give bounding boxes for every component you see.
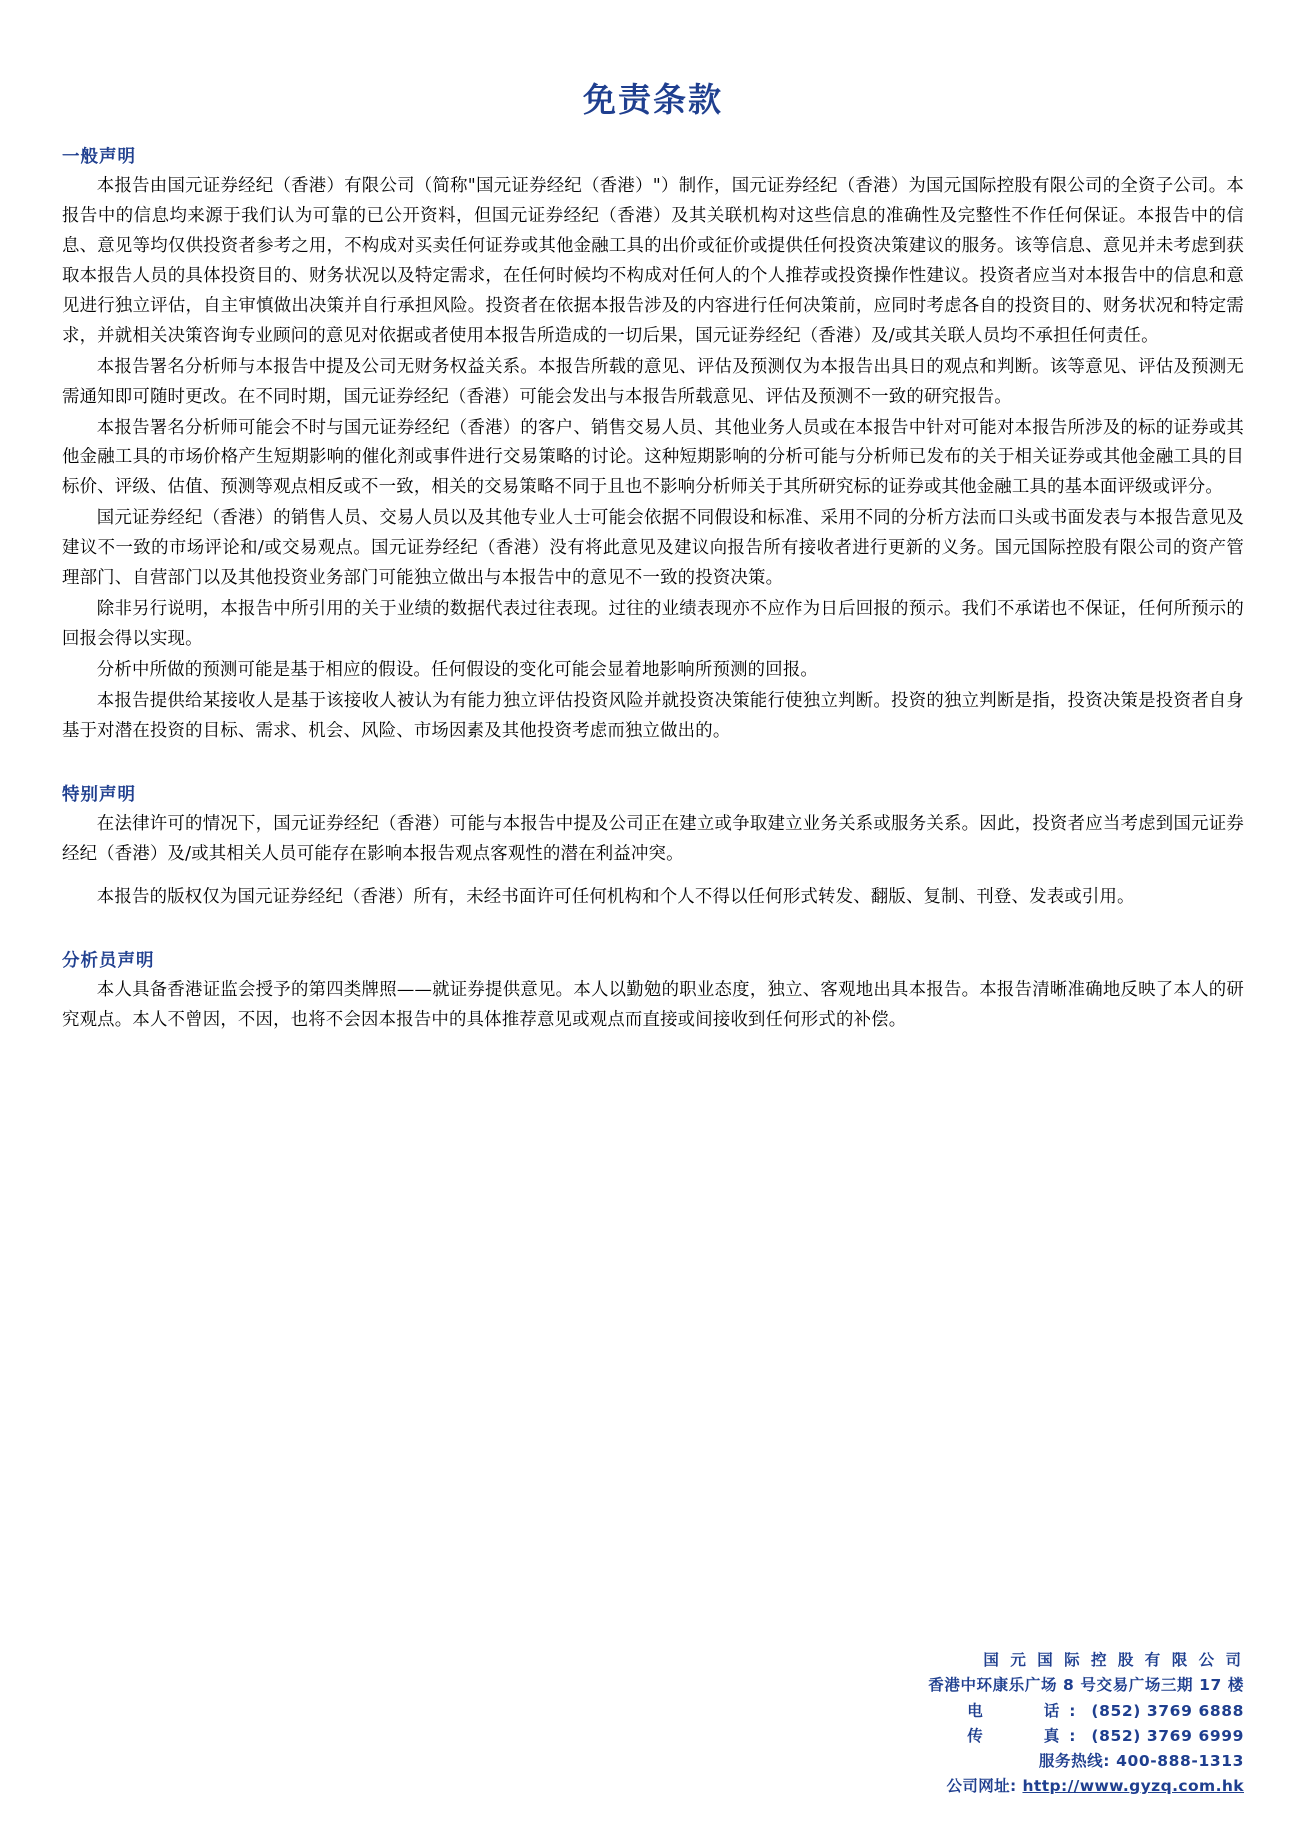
paragraph: 国元证券经纪（香港）的销售人员、交易人员以及其他专业人士可能会依据不同假设和标准、采用不同的分析方法而口头或书面发表与本报告意见及建议不一致的市场评论和/或交易观点。国元证券经纪（香港）没有将此意见及建议向报告所有接收者进行更新的义务。国元国际控股有限公司的资产管理部门、自营部门以及其他投资业务部门可能独立做出与本报告中的意见不一致的投资决策。 — [62, 508, 1244, 589]
section-heading: 特别声明 — [62, 784, 136, 805]
page-title: 免责条款 — [583, 80, 723, 119]
section-heading: 一般声明 — [62, 147, 136, 167]
footer-fax-value: (852) 3769 6999 — [1091, 1726, 1244, 1745]
footer-telephone-label: 电 话: — [967, 1701, 1086, 1720]
paragraph: 本报告由国元证券经纪（香港）有限公司（简称"国元证券经纪（香港）"）制作，国元证券经纪（香港）为国元国际控股有限公司的全资子公司。本报告中的信息均来源于我们认为可靠的已公开资料，但国元证券经纪（香港）及其关联机构对这些信息的准确性及完整性不作任何保证。本报告中的信息、意见等均仅供投资者参考之用，不构成对买卖任何证券或其他金融工具的出价或征价或提供任何投资决策建议的服务。该等信息、意见并未考虑到获取本报告人员的具体投资目的、财务状况以及特定需求，在任何时候均不构成对任何人的个人推荐或投资操作性建议。投资者应当对本报告中的信息和意见进行独立评估，自主审慎做出决策并自行承担风险。投资者在依据本报告涉及的内容进行任何决策前，应同时考虑各自的投资目的、财务状况和特定需求，并就相关决策咨询专业顾问的意见对依据或者使用本报告所造成的一切后果，国元证券经纪（香港）及/或其关联人员均不承担任何责任。 — [62, 176, 1244, 346]
section-heading: 分析员声明 — [62, 950, 155, 971]
footer-address: 香港中环康乐广场 8 号交易广场三期 17 楼 — [928, 1676, 1244, 1695]
paragraph: 本报告署名分析师与本报告中提及公司无财务权益关系。本报告所载的意见、评估及预测仅为本报告出具日的观点和判断。该等意见、评估及预测无需通知即可随时更改。在不同时期，国元证券经纪（香港）可能会发出与本报告所载意见、评估及预测不一致的研究报告。 — [62, 356, 1244, 407]
footer-website-link[interactable]: http://www.gyzq.com.hk — [1022, 1776, 1244, 1795]
section-special-statement — [62, 781, 1244, 913]
paragraph: 本报告提供给某接收人是基于该接收人被认为有能力独立评估投资风险并就投资决策能行使独立判断。投资的独立判断是指，投资决策是投资者自身基于对潜在投资的目标、需求、机会、风险、市场因素及其他投资考虑而独立做出的。 — [62, 690, 1244, 741]
footer-website-label: 公司网址: — [946, 1776, 1017, 1795]
paragraph: 分析中所做的预测可能是基于相应的假设。任何假设的变化可能会显着地影响所预测的回报。 — [96, 660, 819, 680]
paragraph: 本人具备香港证监会授予的第四类牌照——就证券提供意见。本人以勤勉的职业态度，独立、客观地出具本报告。本报告清晰准确地反映了本人的研究观点。本人不曾因，不因，也将不会因本报告中的具体推荐意见或观点而直接或间接收到任何形式的补偿。 — [62, 979, 1244, 1030]
footer-telephone-value: (852) 3769 6888 — [1091, 1701, 1244, 1720]
footer-website — [928, 1774, 1244, 1799]
section-spacer — [62, 769, 1244, 781]
footer-hotline: 服务热线: 400-888-1313 — [1038, 1751, 1244, 1770]
paragraph: 本报告的版权仅为国元证券经纪（香港）所有，未经书面许可任何机构和个人不得以任何形式转发、翻版、复制、刊登、发表或引用。 — [96, 886, 1135, 907]
footer-company-name: 国 元 国 际 控 股 有 限 公 司 — [983, 1651, 1244, 1670]
footer-fax — [928, 1724, 1244, 1749]
footer-fax-label: 传 真: — [967, 1726, 1086, 1745]
footer-contact-block — [928, 1648, 1244, 1799]
section-spacer — [62, 935, 1244, 947]
footer-telephone — [928, 1699, 1244, 1724]
paragraph: 除非另行说明，本报告中所引用的关于业绩的数据代表过往表现。过往的业绩表现亦不应作为日后回报的预示。我们不承诺也不保证，任何所预示的回报会得以实现。 — [62, 599, 1244, 650]
paragraph-spacer — [62, 871, 1244, 883]
paragraph: 在法律许可的情况下，国元证券经纪（香港）可能与本报告中提及公司正在建立或争取建立业务关系或服务关系。因此，投资者应当考虑到国元证券经纪（香港）及/或其相关人员可能存在影响本报告观点客观性的潜在利益冲突。 — [62, 813, 1244, 864]
section-general-statement — [62, 143, 1244, 747]
paragraph: 本报告署名分析师可能会不时与国元证券经纪（香港）的客户、销售交易人员、其他业务人员或在本报告中针对可能对本报告所涉及的标的证券或其他金融工具的市场价格产生短期影响的催化剂或事件进行交易策略的讨论。这种短期影响的分析可能与分析师已发布的关于相关证券或其他金融工具的目标价、评级、估值、预测等观点相反或不一致，相关的交易策略不同于且也不影响分析师关于其所研究标的证券或其他金融工具的基本面评级或评分。 — [62, 417, 1244, 498]
section-analyst-statement — [62, 947, 1244, 1036]
